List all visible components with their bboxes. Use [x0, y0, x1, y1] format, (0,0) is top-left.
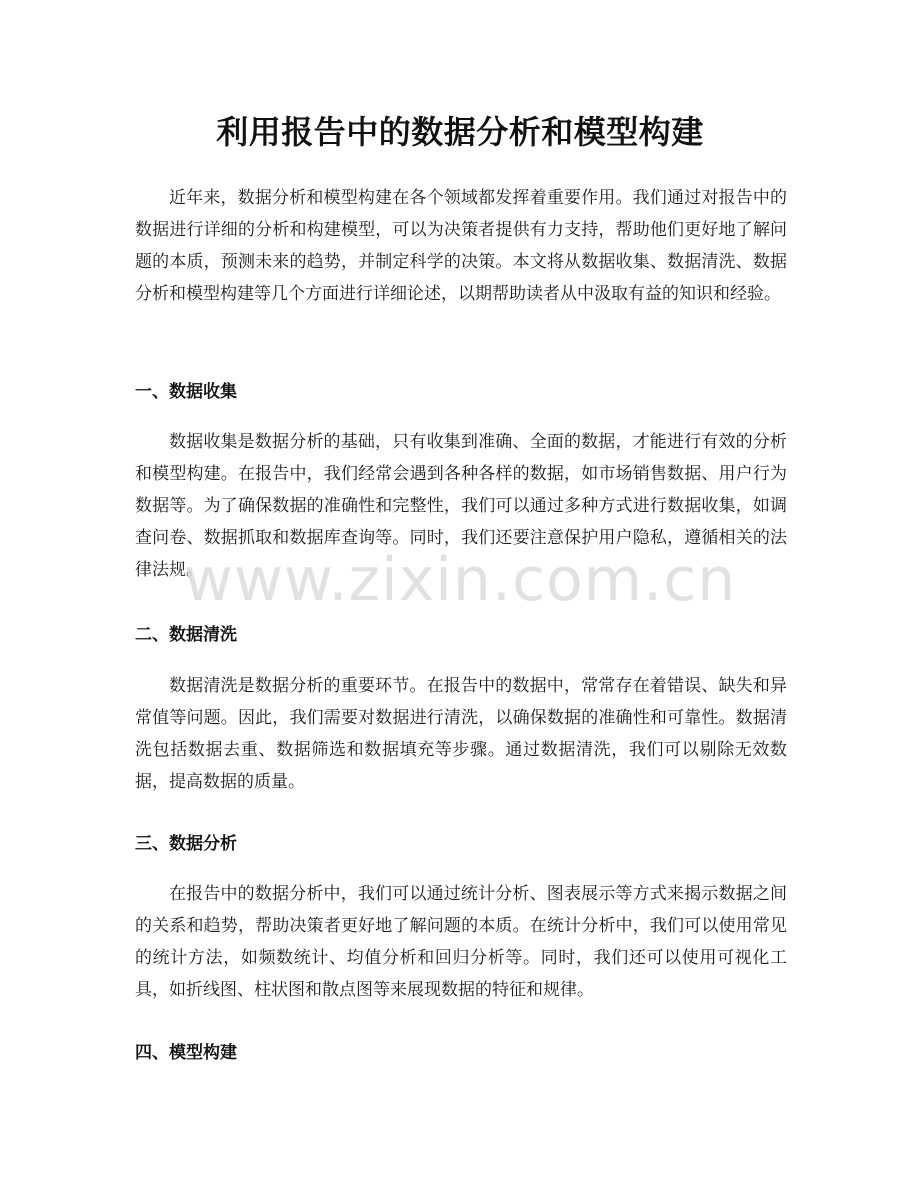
document-title: 利用报告中的数据分析和模型构建 [216, 113, 704, 151]
section-body-data-cleaning: 数据清洗是数据分析的重要环节。在报告中的数据中，常常存在着错误、缺失和异常值等问题。因此，我们需要对数据进行清洗，以确保数据的准确性和可靠性。数据清洗包括数据去重、数据筛选和数据填充等步骤。通过数据清洗，我们可以剔除无效数据，提高数据的质量。 [135, 676, 787, 792]
section-heading-model-building: 四、模型构建 [135, 1043, 237, 1063]
watermark: www.zixin.com.cn [183, 545, 737, 615]
section-heading-data-analysis: 三、数据分析 [135, 834, 237, 854]
intro-paragraph: 近年来，数据分析和模型构建在各个领域都发挥着重要作用。我们通过对报告中的数据进行详细的分析和构建模型，可以为决策者提供有力支持，帮助他们更好地了解问题的本质，预测未来的趋势，并制定科学的决策。本文将从数据收集、数据清洗、数据分析和模型构建等几个方面进行详细论述，以期帮助读者从中汲取有益的知识和经验。 [135, 188, 787, 304]
section-body-data-analysis: 在报告中的数据分析中，我们可以通过统计分析、图表展示等方式来揭示数据之间的关系和趋势，帮助决策者更好地了解问题的本质。在统计分析中，我们可以使用常见的统计方法，如频数统计、均值分析和回归分析等。同时，我们还可以使用可视化工具，如折线图、柱状图和散点图等来展现数据的特征和规律。 [135, 884, 787, 1000]
section-heading-data-collection: 一、数据收集 [135, 382, 237, 402]
section-heading-data-cleaning: 二、数据清洗 [135, 625, 237, 645]
section-body-data-collection: 数据收集是数据分析的基础，只有收集到准确、全面的数据，才能进行有效的分析和模型构建。在报告中，我们经常会遇到各种各样的数据，如市场销售数据、用户行为数据等。为了确保数据的准确性和完整性，我们可以通过多种方式进行数据收集，如调查问卷、数据抓取和数据库查询等。同时，我们还要注意保护用户隐私，遵循相关的法律法规。 [135, 432, 787, 580]
